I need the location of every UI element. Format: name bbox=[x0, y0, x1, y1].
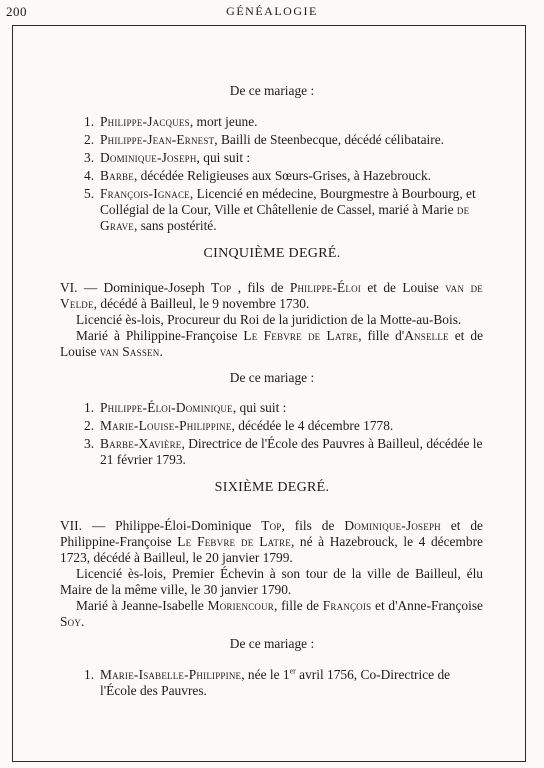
degre5-entry: VI. — Dominique-Joseph Top , fils de Philippe-Éloi et de Louise van de Velde, décédé à Bailleul, le 9 novembre 1730. Licencié ès-lois, Procureur du Roi de la juridiction de la Motte-au-Bois. Marié à Philippine-Françoise Le Febvre de Latre, fille d'Anselle et de Louise van Sassen. bbox=[60, 280, 484, 359]
list-item: 1. Philippe-Jacques, mort jeune. bbox=[84, 114, 258, 129]
list-item: 4. Barbe, décédée Religieuses aux Sœurs-Grises, à Hazebrouck. bbox=[84, 168, 432, 183]
heading-cinquieme-degre: CINQUIÈME DEGRÉ. bbox=[203, 246, 341, 261]
children-list-2 bbox=[84, 400, 484, 470]
children-list-1 bbox=[84, 114, 484, 236]
list-item: 2. Philippe-Jean-Ernest, Bailli de Steenbecque, décédé célibataire. bbox=[84, 132, 445, 147]
list-item: 5. François-Ignace, Licencié en médecine, Bourgmestre à Bourbourg, et Collégial de la Cour, Ville et Châtellenie de Cassel, marié à Marie de Grave, sans postérité. bbox=[84, 186, 476, 233]
degre6-entry: VII. — Philippe-Éloi-Dominique Top, fils de Dominique-Joseph et de Philippine-Françoise Le Febvre de Latre, né à Hazebrouck, le 4 décembre 1723, décédé à Bailleul, le 20 janvier 1799. Licencié ès-lois, Premier Échevin à son tour de la ville de Bailleul, élu Maire de la même ville, le 30 janvier 1790. Marié à Jeanne-Isabelle Moriencour, fille de François et d'Anne-Françoise Soy. bbox=[60, 518, 484, 629]
page-number: 200 bbox=[6, 4, 27, 19]
list-item: 1. Marie-Isabelle-Philippine, née le 1er avril 1756, Co-Directrice de l'École des Pauvres. bbox=[84, 666, 451, 698]
heading-sixieme-degre: SIXIÈME DEGRÉ. bbox=[214, 480, 330, 495]
list-item: 3. Dominique-Joseph, qui suit : bbox=[84, 150, 251, 165]
children-list-3 bbox=[84, 667, 484, 701]
mariage-label-3: De ce mariage : bbox=[229, 636, 315, 651]
mariage-label-1: De ce mariage : bbox=[229, 83, 315, 98]
mariage-label-2: De ce mariage : bbox=[229, 370, 315, 385]
list-item: 2. Marie-Louise-Philippine, décédée le 4 décembre 1778. bbox=[84, 418, 394, 433]
list-item: 3. Barbe-Xavière, Directrice de l'École des Pauvres à Bailleul, décédée le 21 février 1793. bbox=[84, 436, 483, 467]
running-title: GÉNÉALOGIE bbox=[226, 4, 318, 18]
list-item: 1. Philippe-Éloi-Dominique, qui suit : bbox=[84, 400, 287, 415]
